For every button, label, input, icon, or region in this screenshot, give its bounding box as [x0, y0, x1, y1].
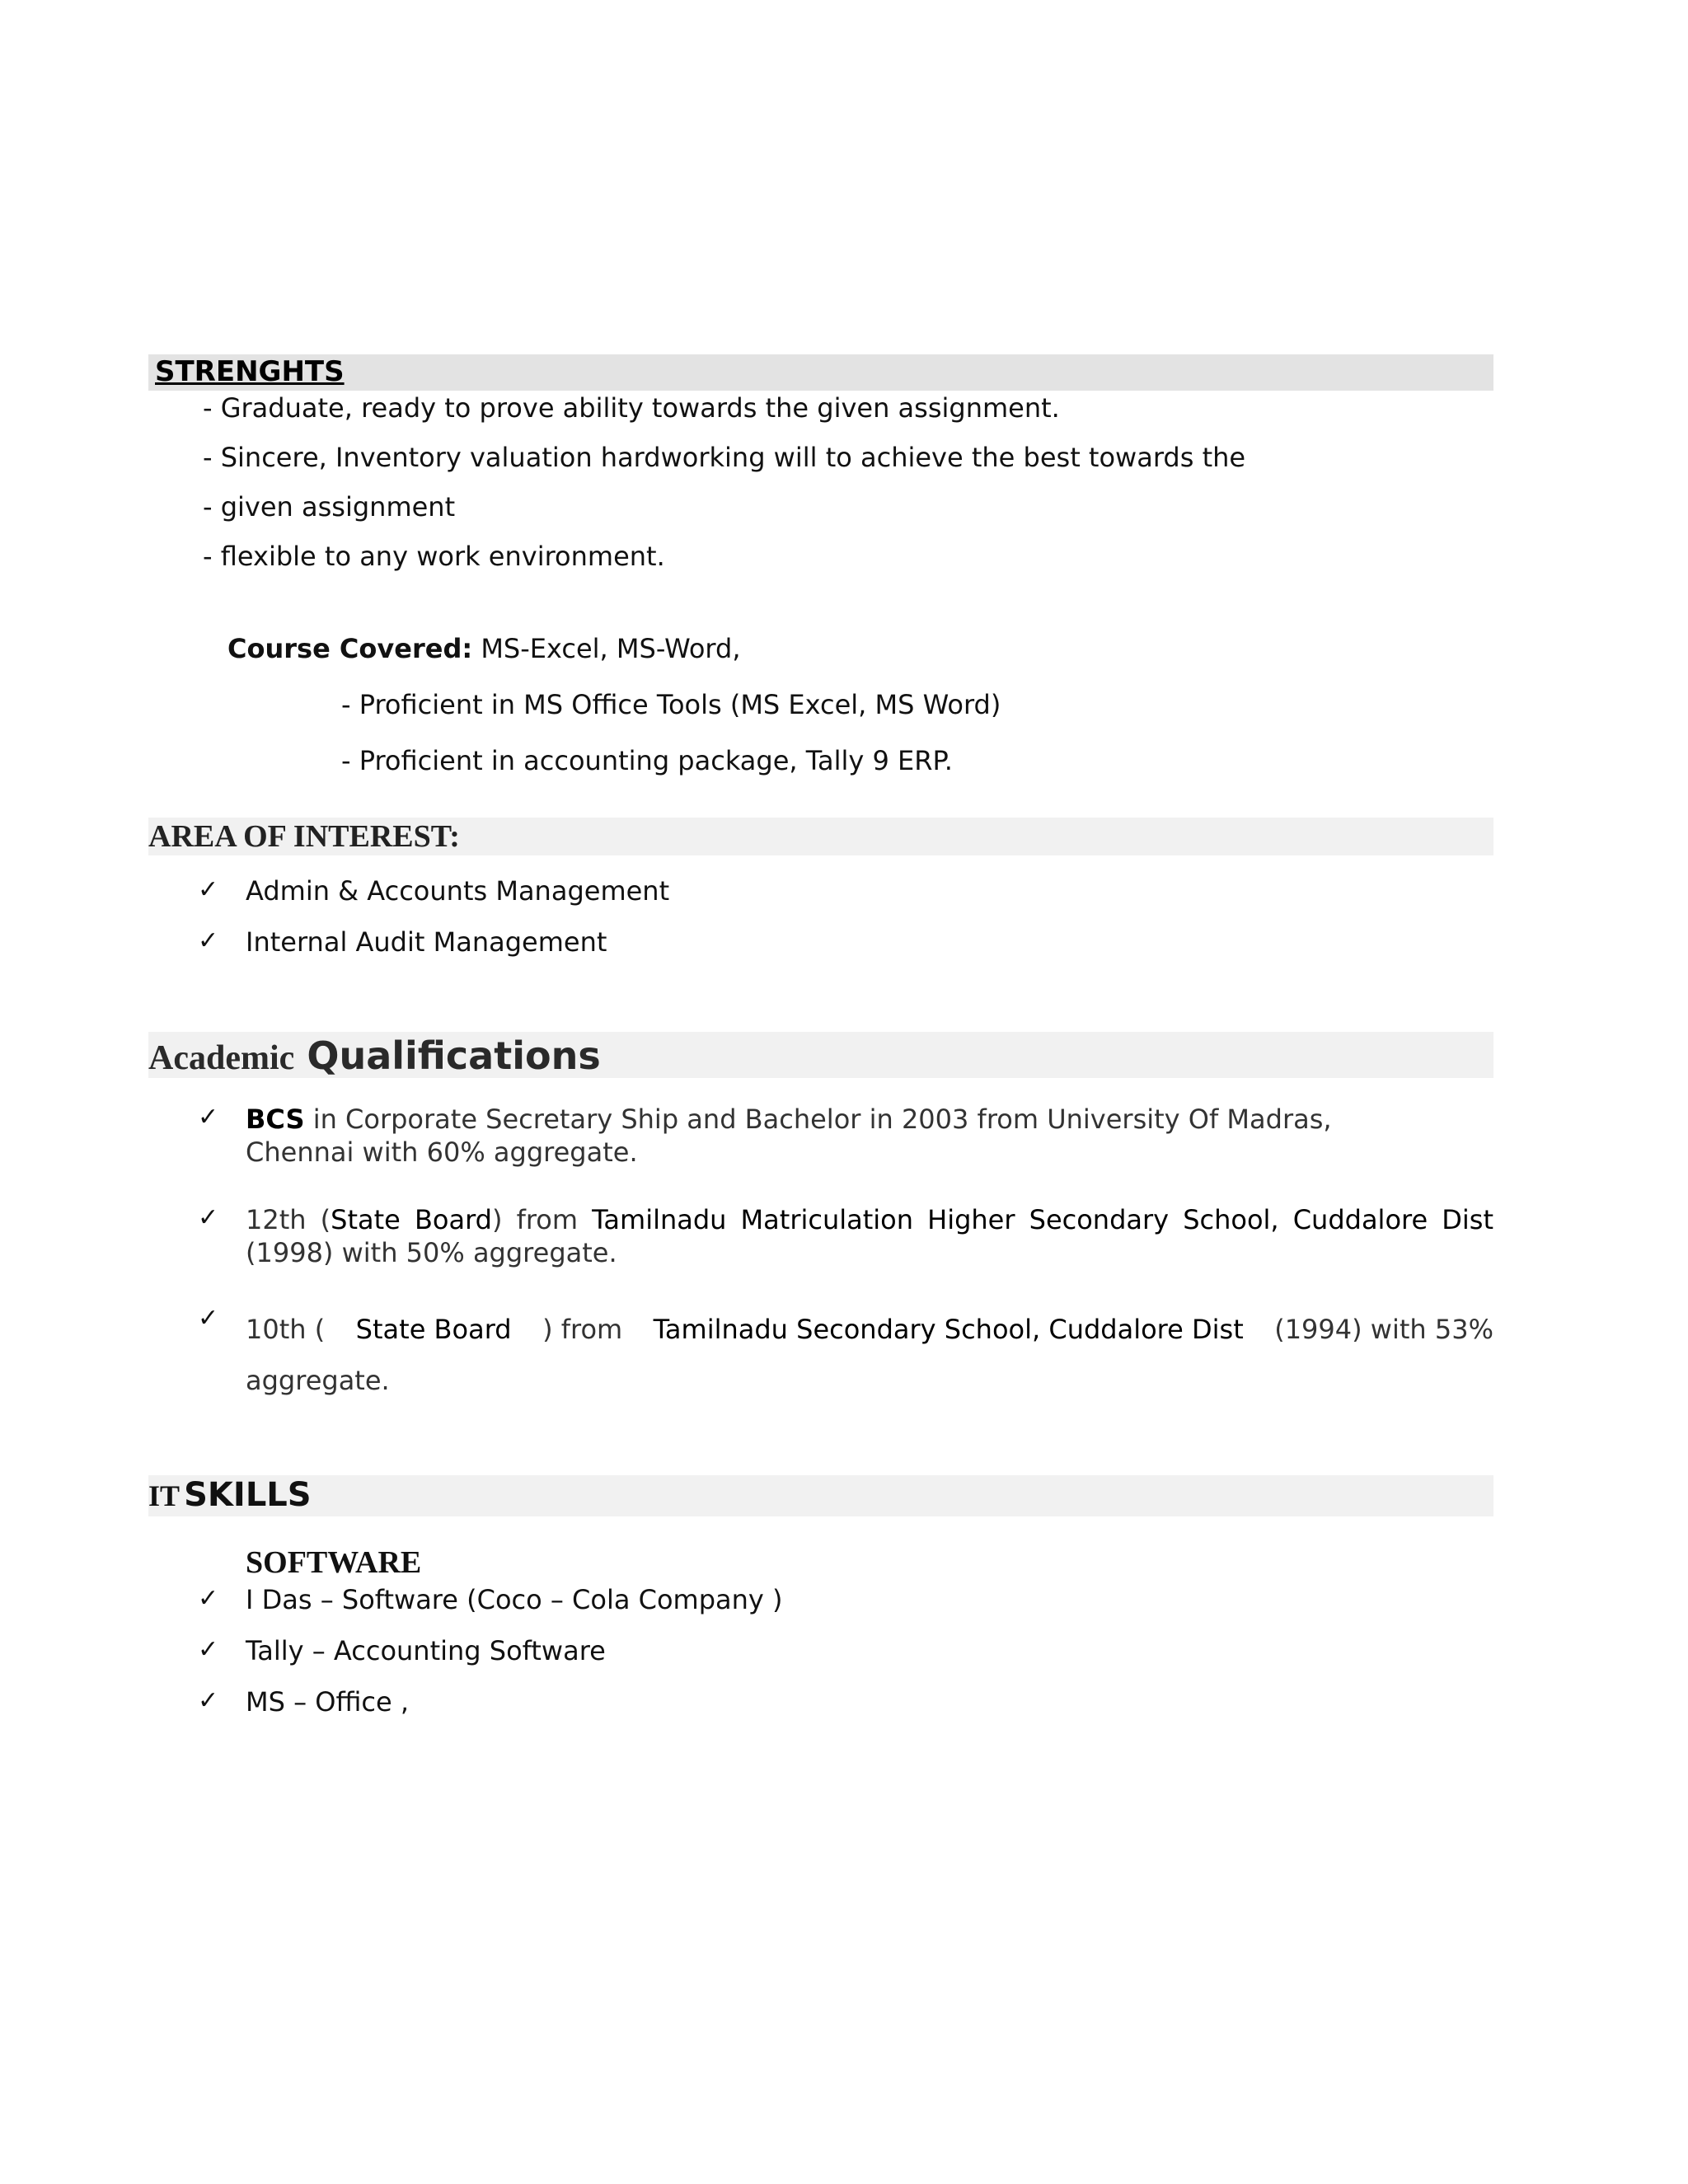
check-icon: ✓	[198, 1584, 219, 1613]
it-skills-heading-part2: SKILLS	[184, 1476, 312, 1514]
it-skills-heading-part1: IT	[148, 1479, 181, 1512]
check-icon: ✓	[198, 1635, 219, 1664]
degree-name: BCS	[246, 1104, 305, 1135]
it-skills-heading-band	[148, 1475, 1493, 1516]
software-subheading: SOFTWARE	[246, 1545, 422, 1580]
course-covered-value: MS-Excel, MS-Word,	[472, 633, 741, 664]
software-item: I Das – Software (Coco – Cola Company )	[246, 1584, 783, 1615]
board-name: State Board	[331, 1204, 492, 1235]
strength-item: - flexible to any work environment.	[203, 541, 665, 572]
qualification-text: aggregate.	[246, 1365, 390, 1396]
board-name: State Board	[355, 1314, 512, 1345]
interest-heading: AREA OF INTEREST:	[148, 819, 460, 854]
course-item: - Proficient in accounting package, Tally 9 ERP.	[341, 745, 953, 776]
qualification-text: (1998) with 50% aggregate.	[246, 1237, 617, 1268]
strengths-heading-band	[148, 354, 1493, 391]
course-covered-label: Course Covered:	[227, 633, 473, 664]
course-item: - Proficient in MS Office Tools (MS Excel, MS Word)	[341, 689, 1001, 720]
school-name: Tamilnadu Secondary School, Cuddalore Dist	[653, 1314, 1244, 1345]
strengths-heading: STRENGHTS	[155, 355, 345, 388]
qualification-text: ) from	[492, 1204, 593, 1235]
qualification-item	[246, 1304, 1493, 1406]
course-covered-line	[227, 633, 740, 664]
check-icon: ✓	[198, 875, 219, 904]
software-item: MS – Office ,	[246, 1686, 410, 1718]
check-icon: ✓	[198, 1686, 219, 1715]
qualification-text: in Corporate Secretary Ship and Bachelor in 2003 from University Of Madras,	[304, 1104, 1332, 1135]
qualification-text: ) from	[542, 1314, 623, 1345]
qualification-text: (1994) with 53%	[1274, 1314, 1493, 1345]
strength-item: - Graduate, ready to prove ability towards the given assignment.	[203, 392, 1060, 424]
academic-heading-part1: Academic	[148, 1039, 295, 1077]
check-icon: ✓	[198, 1304, 219, 1333]
interest-item: Internal Audit Management	[246, 926, 607, 958]
qualification-text: Chennai with 60% aggregate.	[246, 1137, 638, 1168]
strength-item: - Sincere, Inventory valuation hardworking will to achieve the best towards the	[203, 442, 1246, 473]
academic-heading-part2: Qualifications	[307, 1033, 601, 1078]
qualification-text: 10th (	[246, 1314, 326, 1345]
qualification-text: 12th (	[246, 1204, 331, 1235]
it-skills-heading	[148, 1476, 312, 1514]
check-icon: ✓	[198, 926, 219, 955]
school-name: Tamilnadu Matriculation Higher Secondary School, Cuddalore Dist	[592, 1204, 1494, 1235]
interest-item: Admin & Accounts Management	[246, 875, 670, 907]
strength-item: - given assignment	[203, 491, 456, 523]
qualification-item	[246, 1103, 1493, 1169]
academic-heading	[148, 1033, 601, 1078]
qualification-item	[246, 1203, 1493, 1269]
check-icon: ✓	[198, 1203, 219, 1232]
software-item: Tally – Accounting Software	[246, 1635, 606, 1666]
check-icon: ✓	[198, 1103, 219, 1132]
